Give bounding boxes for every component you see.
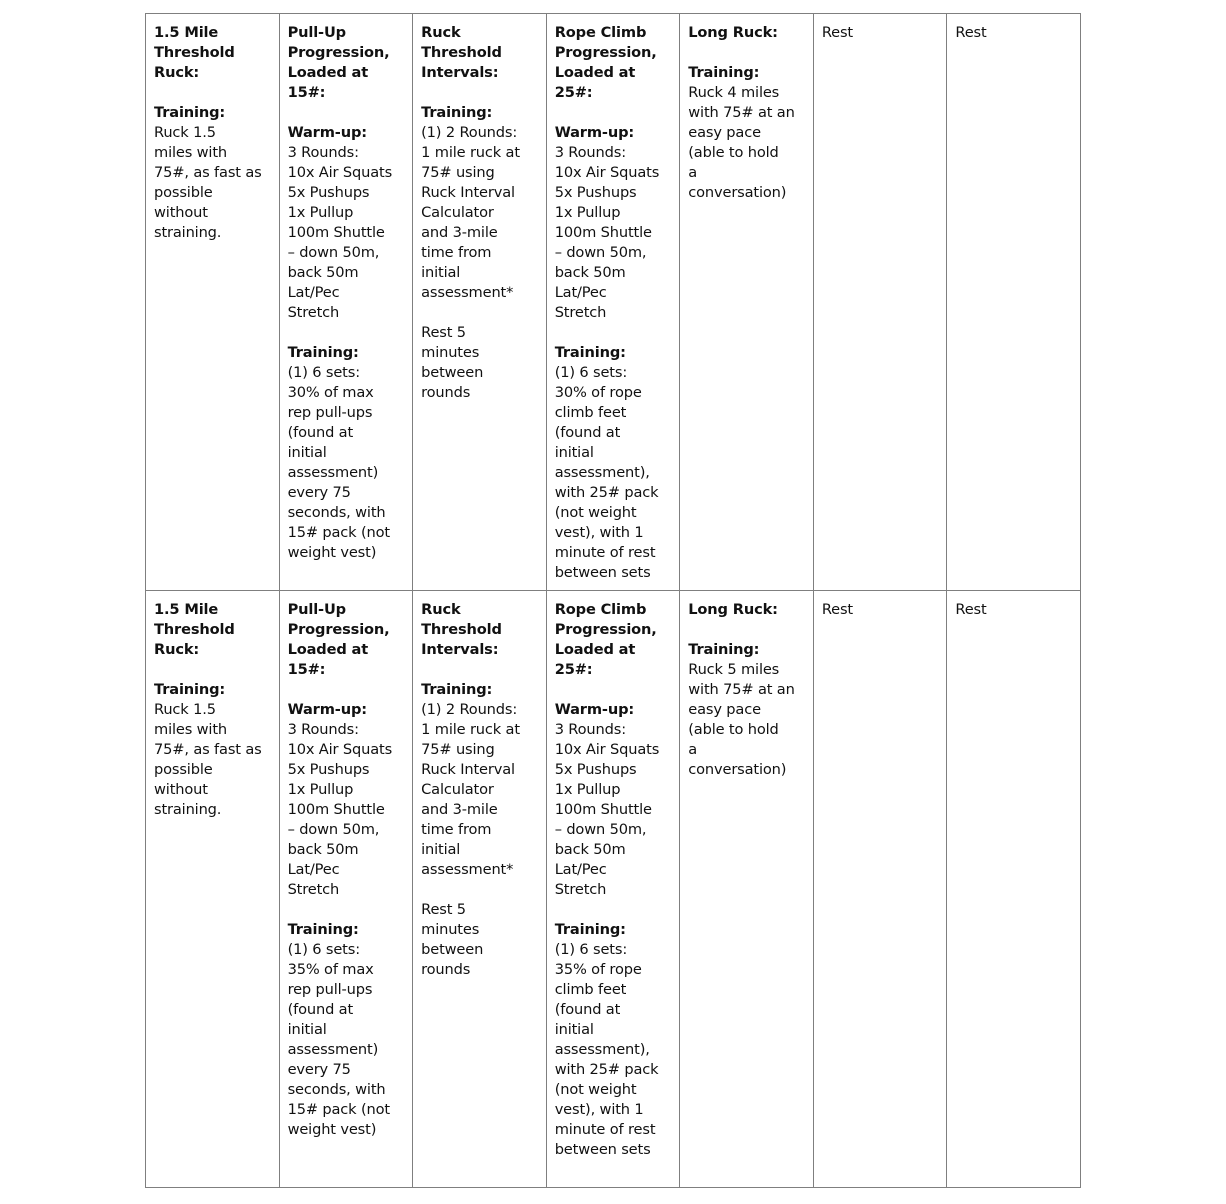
cell-text-line: between sets xyxy=(554,1141,651,1158)
cell-text-line: Lat/Pec xyxy=(554,284,607,301)
cell-text-line: 5x Pushups xyxy=(287,184,370,201)
cell-heading-line: Rope Climb xyxy=(554,24,647,41)
cell-text-line: between sets xyxy=(554,564,651,581)
cell-text-line: 75# using xyxy=(421,164,495,181)
cell-heading-line: Warm-up: xyxy=(287,701,367,718)
cell-text-line: 30% of max xyxy=(287,384,374,401)
cell-long-ruck xyxy=(680,14,814,591)
cell-text-line: (able to hold xyxy=(688,721,779,738)
cell-text-line: Rest xyxy=(821,24,854,41)
cell-text-line: time from xyxy=(421,821,492,838)
cell-text-line: 10x Air Squats xyxy=(287,164,393,181)
cell-text-line: initial xyxy=(421,841,461,858)
cell-text-line: (found at xyxy=(554,1001,621,1018)
cell-text-line: Lat/Pec xyxy=(287,861,340,878)
cell-text-line: seconds, with xyxy=(287,1081,386,1098)
week-row xyxy=(146,591,1081,1188)
cell-text-line: rep pull-ups xyxy=(287,981,373,998)
cell-text-line: Calculator xyxy=(421,781,494,798)
cell-heading-line: Progression, xyxy=(287,44,390,61)
cell-text-line: 100m Shuttle xyxy=(554,801,652,818)
cell-text-line: Lat/Pec xyxy=(554,861,607,878)
cell-heading-line: Ruck: xyxy=(154,64,200,81)
cell-text-line: Stretch xyxy=(287,304,340,321)
cell-text-line: every 75 xyxy=(287,1061,351,1078)
cell-heading-line: 15#: xyxy=(287,84,326,101)
cell-text-line: vest), with 1 xyxy=(554,1101,644,1118)
cell-text-line: Calculator xyxy=(421,204,494,221)
blank-line xyxy=(688,43,809,63)
cell-text-line: 3 Rounds: xyxy=(287,144,359,161)
blank-line xyxy=(154,83,275,103)
cell-text-line: initial xyxy=(287,1021,327,1038)
blank-line xyxy=(555,900,676,920)
cell-text-line: seconds, with xyxy=(287,504,386,521)
cell-text-line: – down 50m, xyxy=(287,821,380,838)
cell-heading-line: Training: xyxy=(421,681,493,698)
cell-text-line: Ruck Interval xyxy=(421,184,515,201)
cell-text-line: (1) 6 sets: xyxy=(554,364,628,381)
cell-text-line: 1x Pullup xyxy=(554,204,621,221)
cell-text-line: Ruck 1.5 xyxy=(154,701,216,718)
cell-text-line: Rest 5 xyxy=(421,901,466,918)
cell-text-line: back 50m xyxy=(287,841,359,858)
cell-text-line: climb feet xyxy=(554,981,627,998)
cell-text-line: between xyxy=(421,364,484,381)
cell-text-line: with 25# pack xyxy=(554,484,659,501)
cell-pull-up-progression xyxy=(279,591,413,1188)
cell-text-line: (1) 6 sets: xyxy=(554,941,628,958)
cell-text-line: (not weight xyxy=(554,504,637,521)
cell-text-line: (found at xyxy=(287,424,354,441)
cell-text-line: 1x Pullup xyxy=(287,204,354,221)
cell-text-line: every 75 xyxy=(287,484,351,501)
cell-text-line: (1) 2 Rounds: xyxy=(421,124,518,141)
cell-heading-line: Training: xyxy=(688,64,760,81)
cell-text-line: Ruck 4 miles xyxy=(688,84,780,101)
cell-text-line: 1 mile ruck at xyxy=(421,721,520,738)
cell-text-line: conversation) xyxy=(688,184,787,201)
cell-heading-line: Intervals: xyxy=(421,64,499,81)
cell-text-line: weight vest) xyxy=(287,544,377,561)
cell-ruck-threshold-intervals xyxy=(413,591,547,1188)
blank-line xyxy=(421,660,542,680)
cell-text-line: assessment* xyxy=(421,284,514,301)
cell-text-line: back 50m xyxy=(287,264,359,281)
cell-pull-up-progression xyxy=(279,14,413,591)
cell-text-line: back 50m xyxy=(554,264,626,281)
blank-line xyxy=(688,620,809,640)
cell-heading-line: Training: xyxy=(287,344,359,361)
blank-line xyxy=(288,103,409,123)
cell-heading-line: Training: xyxy=(554,344,626,361)
cell-text-line: 35% of max xyxy=(287,961,374,978)
cell-text-line: without xyxy=(154,781,208,798)
cell-heading-line: Training: xyxy=(154,681,226,698)
cell-text-line: assessment) xyxy=(287,1041,379,1058)
cell-text-line: initial xyxy=(421,264,461,281)
cell-text-line: a xyxy=(688,164,698,181)
cell-heading-line: Threshold xyxy=(154,621,235,638)
cell-rope-climb-progression xyxy=(546,591,680,1188)
cell-text-line: straining. xyxy=(154,224,222,241)
blank-line xyxy=(154,660,275,680)
cell-heading-line: 15#: xyxy=(287,661,326,678)
cell-text-line: (1) 6 sets: xyxy=(287,941,360,958)
table-body xyxy=(146,14,1081,1188)
cell-text-line: 5x Pushups xyxy=(554,184,637,201)
cell-heading-line: Progression, xyxy=(554,621,657,638)
cell-text-line: 3 Rounds: xyxy=(554,144,626,161)
cell-heading-line: Progression, xyxy=(554,44,657,61)
cell-text-line: possible xyxy=(154,184,213,201)
blank-line xyxy=(288,680,409,700)
cell-text-line: miles with xyxy=(154,144,228,161)
cell-text-line: Rest xyxy=(821,601,854,618)
cell-text-line: (found at xyxy=(554,424,621,441)
cell-text-line: 75#, as fast as xyxy=(154,741,262,758)
cell-text-line: and 3-mile xyxy=(421,801,498,818)
cell-text-line: possible xyxy=(154,761,213,778)
cell-text-line: Lat/Pec xyxy=(287,284,340,301)
cell-text-line: initial xyxy=(554,444,594,461)
cell-text-line: 100m Shuttle xyxy=(287,224,385,241)
cell-long-ruck xyxy=(680,591,814,1188)
cell-heading-line: Long Ruck: xyxy=(688,24,778,41)
cell-text-line: (1) 2 Rounds: xyxy=(421,701,518,718)
cell-threshold-ruck xyxy=(146,591,280,1188)
cell-text-line: Ruck 5 miles xyxy=(688,661,780,678)
cell-text-line: miles with xyxy=(154,721,228,738)
cell-rest-day-2 xyxy=(947,591,1081,1188)
cell-heading-line: Loaded at xyxy=(287,64,369,81)
cell-text-line: rounds xyxy=(421,384,471,401)
cell-heading-line: Long Ruck: xyxy=(688,601,778,618)
cell-text-line: (not weight xyxy=(554,1081,637,1098)
cell-text-line: weight vest) xyxy=(287,1121,377,1138)
cell-rest-day-1 xyxy=(813,591,947,1188)
cell-text-line: 1x Pullup xyxy=(554,781,621,798)
cell-text-line: minutes xyxy=(421,921,480,938)
blank-line xyxy=(555,323,676,343)
cell-text-line: time from xyxy=(421,244,492,261)
cell-text-line: – down 50m, xyxy=(287,244,380,261)
cell-text-line: rounds xyxy=(421,961,471,978)
cell-text-line: 1x Pullup xyxy=(287,781,354,798)
cell-text-line: 75# using xyxy=(421,741,495,758)
cell-heading-line: Loaded at xyxy=(287,641,369,658)
cell-text-line: minutes xyxy=(421,344,480,361)
cell-text-line: with 25# pack xyxy=(554,1061,659,1078)
week-row xyxy=(146,14,1081,591)
cell-text-line: without xyxy=(154,204,208,221)
cell-text-line: easy pace xyxy=(688,124,761,141)
cell-text-line: minute of rest xyxy=(554,544,656,561)
cell-text-line: Rest 5 xyxy=(421,324,466,341)
cell-text-line: 1 mile ruck at xyxy=(421,144,520,161)
cell-ruck-threshold-intervals xyxy=(413,14,547,591)
cell-text-line: 3 Rounds: xyxy=(287,721,359,738)
cell-text-line: assessment), xyxy=(554,464,650,481)
cell-text-line: 100m Shuttle xyxy=(554,224,652,241)
cell-text-line: – down 50m, xyxy=(554,244,647,261)
cell-text-line: rep pull-ups xyxy=(287,404,373,421)
cell-text-line: conversation) xyxy=(688,761,787,778)
cell-text-line: 10x Air Squats xyxy=(287,741,393,758)
cell-text-line: 100m Shuttle xyxy=(287,801,385,818)
cell-heading-line: Ruck: xyxy=(154,641,200,658)
cell-text-line: assessment), xyxy=(554,1041,650,1058)
cell-heading-line: Progression, xyxy=(287,621,390,638)
cell-heading-line: Warm-up: xyxy=(554,701,635,718)
cell-text-line: 75#, as fast as xyxy=(154,164,262,181)
training-schedule-table xyxy=(145,13,1081,1188)
cell-heading-line: Training: xyxy=(154,104,226,121)
cell-heading-line: Loaded at xyxy=(554,641,636,658)
cell-threshold-ruck xyxy=(146,14,280,591)
cell-text-line: minute of rest xyxy=(554,1121,656,1138)
cell-heading-line: Intervals: xyxy=(421,641,499,658)
cell-text-line: Stretch xyxy=(287,881,340,898)
cell-heading-line: 1.5 Mile xyxy=(154,24,219,41)
cell-text-line: (found at xyxy=(287,1001,354,1018)
cell-heading-line: Training: xyxy=(688,641,760,658)
cell-text-line: between xyxy=(421,941,484,958)
cell-heading-line: Ruck xyxy=(421,601,461,618)
cell-text-line: 15# pack (not xyxy=(287,524,390,541)
cell-text-line: 10x Air Squats xyxy=(554,741,660,758)
cell-text-line: a xyxy=(688,741,698,758)
cell-text-line: initial xyxy=(554,1021,594,1038)
cell-text-line: Rest xyxy=(955,24,987,41)
cell-heading-line: 1.5 Mile xyxy=(154,601,219,618)
blank-line xyxy=(555,103,676,123)
cell-text-line: 10x Air Squats xyxy=(554,164,660,181)
cell-text-line: 5x Pushups xyxy=(287,761,370,778)
cell-heading-line: Rope Climb xyxy=(554,601,647,618)
blank-line xyxy=(288,900,409,920)
cell-text-line: with 75# at an xyxy=(688,104,795,121)
cell-text-line: Stretch xyxy=(554,304,607,321)
blank-line xyxy=(421,83,542,103)
cell-heading-line: Training: xyxy=(554,921,626,938)
cell-text-line: vest), with 1 xyxy=(554,524,644,541)
cell-text-line: straining. xyxy=(154,801,222,818)
cell-text-line: 5x Pushups xyxy=(554,761,637,778)
cell-rest-day-1 xyxy=(813,14,947,591)
cell-text-line: Ruck Interval xyxy=(421,761,515,778)
cell-text-line: 30% of rope xyxy=(554,384,642,401)
cell-heading-line: Threshold xyxy=(421,621,502,638)
cell-heading-line: Training: xyxy=(287,921,359,938)
cell-text-line: 35% of rope xyxy=(554,961,642,978)
cell-text-line: assessment* xyxy=(421,861,514,878)
cell-heading-line: Training: xyxy=(421,104,493,121)
cell-text-line: – down 50m, xyxy=(554,821,647,838)
cell-text-line: with 75# at an xyxy=(688,681,795,698)
cell-heading-line: 25#: xyxy=(554,84,593,101)
cell-heading-line: Threshold xyxy=(154,44,235,61)
cell-text-line: back 50m xyxy=(554,841,626,858)
cell-heading-line: Pull-Up xyxy=(287,601,346,618)
blank-line xyxy=(421,303,542,323)
cell-rest-day-2 xyxy=(947,14,1081,591)
blank-line xyxy=(555,680,676,700)
cell-text-line: 3 Rounds: xyxy=(554,721,626,738)
cell-text-line: assessment) xyxy=(287,464,379,481)
cell-text-line: Stretch xyxy=(554,881,607,898)
cell-heading-line: Warm-up: xyxy=(287,124,367,141)
cell-heading-line: Pull-Up xyxy=(287,24,346,41)
cell-text-line: climb feet xyxy=(554,404,627,421)
cell-rope-climb-progression xyxy=(546,14,680,591)
cell-heading-line: 25#: xyxy=(554,661,593,678)
cell-text-line: easy pace xyxy=(688,701,761,718)
cell-heading-line: Threshold xyxy=(421,44,502,61)
blank-line xyxy=(421,880,542,900)
cell-heading-line: Warm-up: xyxy=(554,124,635,141)
cell-text-line: (able to hold xyxy=(688,144,779,161)
cell-text-line: and 3-mile xyxy=(421,224,498,241)
cell-text-line: Ruck 1.5 xyxy=(154,124,216,141)
cell-text-line: Rest xyxy=(955,601,987,618)
cell-text-line: (1) 6 sets: xyxy=(287,364,360,381)
blank-line xyxy=(288,323,409,343)
cell-heading-line: Loaded at xyxy=(554,64,636,81)
cell-heading-line: Ruck xyxy=(421,24,461,41)
cell-text-line: initial xyxy=(287,444,327,461)
cell-text-line: 15# pack (not xyxy=(287,1101,390,1118)
